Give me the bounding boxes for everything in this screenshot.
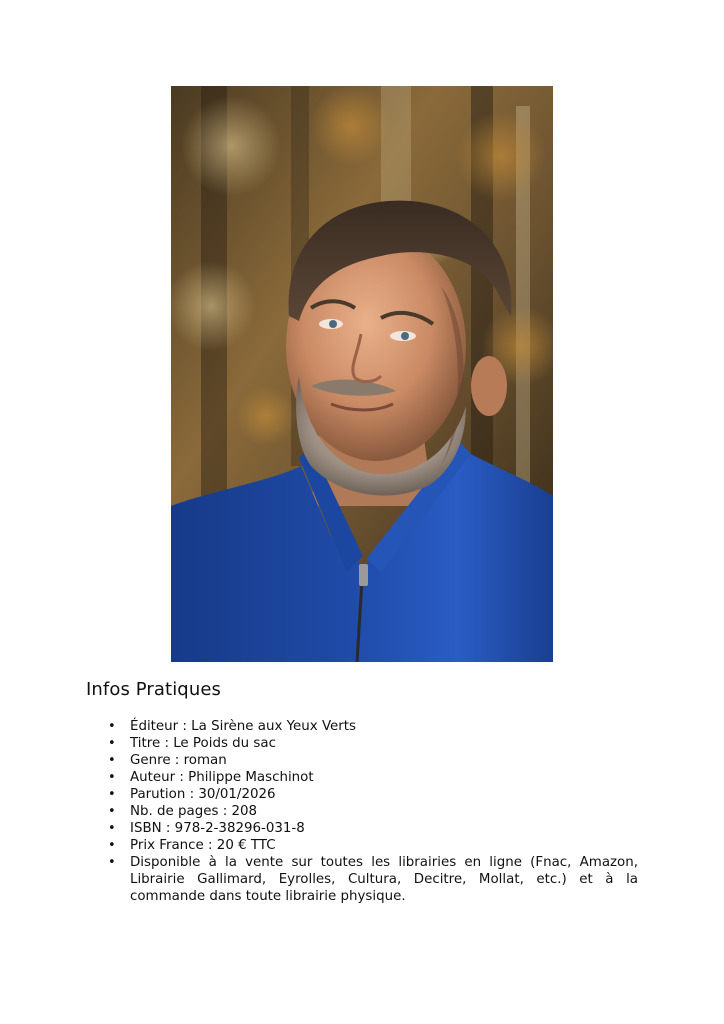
section-heading: Infos Pratiques: [86, 679, 221, 700]
list-item-editeur: [86, 718, 638, 735]
list-item-text: Genre : roman: [130, 753, 227, 768]
bullet-icon: •: [108, 804, 116, 819]
list-item-pages: [86, 803, 638, 820]
list-item-auteur: [86, 769, 638, 786]
list-item-text: Auteur : Philippe Maschinot: [130, 770, 314, 785]
list-item-text: Éditeur : La Sirène aux Yeux Verts: [130, 719, 357, 734]
list-item-genre: [86, 752, 638, 769]
list-item-text: Parution : 30/01/2026: [130, 787, 276, 802]
info-list: [86, 718, 638, 905]
list-item-text: Prix France : 20 € TTC: [130, 838, 276, 853]
author-photo: [171, 86, 553, 662]
list-item-isbn: [86, 820, 638, 837]
list-item-text: Titre : Le Poids du sac: [130, 736, 276, 751]
list-item-text: Nb. de pages : 208: [130, 804, 258, 819]
bullet-icon: •: [108, 736, 116, 751]
bullet-icon: •: [108, 719, 116, 734]
bullet-icon: •: [108, 838, 116, 853]
list-item-text: Disponible à la vente sur toutes les librairies en ligne (Fnac, Amazon, Librairie Gallimard, Eyrolles, Cultura, Decitre, Mollat, etc.) et à la commande dans toute librairie physique.: [130, 855, 638, 904]
list-item-titre: [86, 735, 638, 752]
list-item-disponible: [86, 854, 638, 905]
list-item-prix: [86, 837, 638, 854]
bullet-icon: •: [108, 753, 116, 768]
bullet-icon: •: [108, 821, 116, 836]
bullet-icon: •: [108, 855, 116, 870]
list-item-text: ISBN : 978-2-38296-031-8: [130, 821, 305, 836]
list-item-parution: [86, 786, 638, 803]
bullet-icon: •: [108, 787, 116, 802]
bullet-icon: •: [108, 770, 116, 785]
